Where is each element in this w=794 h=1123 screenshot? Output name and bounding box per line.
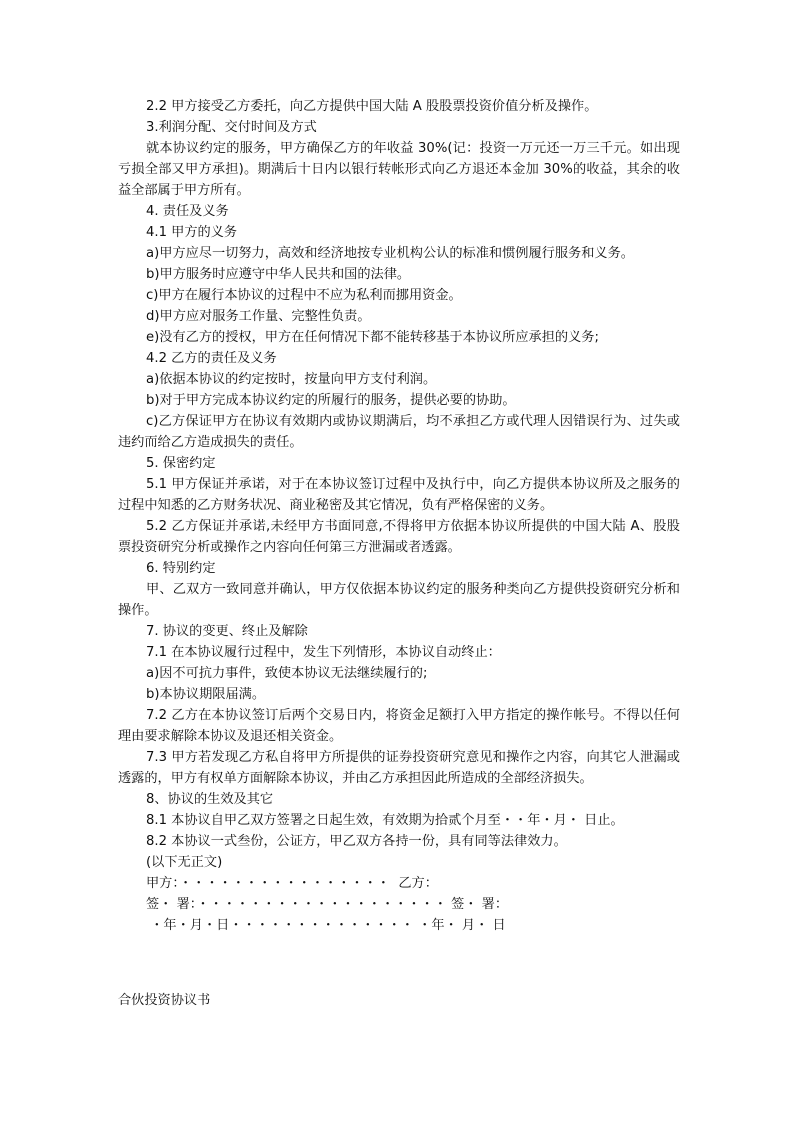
para-5-1: 5.1 甲方保证并承诺，对于在本协议签订过程中及执行中，向乙方提供本协议所及之服务的过程中知悉的乙方财务状况、商业秘密及其它情况，负有严格保密的义务。	[118, 477, 680, 513]
para-4-1-c: c)甲方在履行本协议的过程中不应为私利而挪用资金。	[146, 288, 462, 303]
para-7-1-b: b)本协议期限届满。	[146, 687, 266, 702]
heading-8: 8、协议的生效及其它	[146, 792, 274, 807]
heading-4-1: 4.1 甲方的义务	[146, 225, 238, 240]
para-5-2: 5.2 乙方保证并承诺,未经甲方书面同意,不得将甲方依据本协议所提供的中国大陆 A、股股票投资研究分析或操作之内容向任何第三方泄漏或者透露。	[118, 519, 680, 555]
para-4-1-d: d)甲方应对服务工作量、完整性负责。	[146, 309, 371, 324]
next-document-title: 合伙投资协议书	[118, 993, 211, 1008]
no-more-text: (以下无正文)	[146, 855, 223, 870]
para-7-3: 7.3 甲方若发现乙方私自将甲方所提供的证券投资研究意见和操作之内容，向其它人泄漏或透露的，甲方有权单方面解除本协议，并由乙方承担因此所造成的全部经济损失。	[118, 750, 680, 786]
heading-4: 4. 责任及义务	[146, 204, 229, 219]
document-body	[118, 96, 680, 936]
para-4-2-b: b)对于甲方完成本协议约定的所履行的服务，提供必要的协助。	[146, 393, 516, 408]
signature-parties: 甲方：・・・・・・・・・・・・・・・・ 乙方：	[146, 876, 438, 891]
para-4-1-b: b)甲方服务时应遵守中华人民共和国的法律。	[146, 267, 411, 282]
heading-5: 5. 保密约定	[146, 456, 216, 471]
signature-date: ・年・月・日・・・・・・・・・・・・・・ ・年・ 月・ 日	[146, 918, 506, 933]
para-7-1: 7.1 在本协议履行过程中，发生下列情形，本协议自动终止：	[146, 645, 501, 660]
para-8-1: 8.1 本协议自甲乙双方签署之日起生效，有效期为拾贰个月至・・年・月・ 日止。	[146, 813, 624, 828]
para-7-1-a: a)因不可抗力事件，致使本协议无法继续履行的;	[146, 666, 428, 681]
para-4-1-a: a)甲方应尽一切努力，高效和经济地按专业机构公认的标准和惯例履行服务和义务。	[146, 246, 634, 261]
para-4-2-a: a)依据本协议的约定按时，按量向甲方支付利润。	[146, 372, 437, 387]
heading-7: 7. 协议的变更、终止及解除	[146, 624, 308, 639]
heading-6: 6. 特别约定	[146, 561, 216, 576]
heading-3: 3.利润分配、交付时间及方式	[146, 120, 317, 135]
para-4-1-e: e)没有乙方的授权，甲方在任何情况下都不能转移基于本协议所应承担的义务;	[146, 330, 599, 345]
heading-4-2: 4.2 乙方的责任及义务	[146, 351, 277, 366]
para-3-body: 就本协议约定的服务，甲方确保乙方的年收益 30%(记：投资一万元还一万三千元。如出现亏损全部又甲方承担)。期满后十日内以银行转帐形式向乙方退还本金加 30%的收益，其余的收益全部属于甲方所有。	[118, 141, 680, 198]
para-7-2: 7.2 乙方在本协议签订后两个交易日内，将资金足额打入甲方指定的操作帐号。不得以任何理由要求解除本协议及退还相关资金。	[118, 708, 680, 744]
signature-sign: 签・ 署：・・・・・・・・・・・・・・・・・・・ 签・ 署：	[146, 897, 509, 912]
para-4-2-c: c)乙方保证甲方在协议有效期内或协议期满后，均不承担乙方或代理人因错误行为、过失或违约而给乙方造成损失的责任。	[118, 414, 680, 450]
para-8-2: 8.2 本协议一式叁份，公证方，甲乙双方各持一份，具有同等法律效力。	[146, 834, 567, 849]
para-2-2: 2.2 甲方接受乙方委托，向乙方提供中国大陆 A 股股票投资价值分析及操作。	[146, 99, 598, 114]
para-6-body: 甲、乙双方一致同意并确认，甲方仅依据本协议约定的服务种类向乙方提供投资研究分析和操作。	[118, 582, 680, 618]
